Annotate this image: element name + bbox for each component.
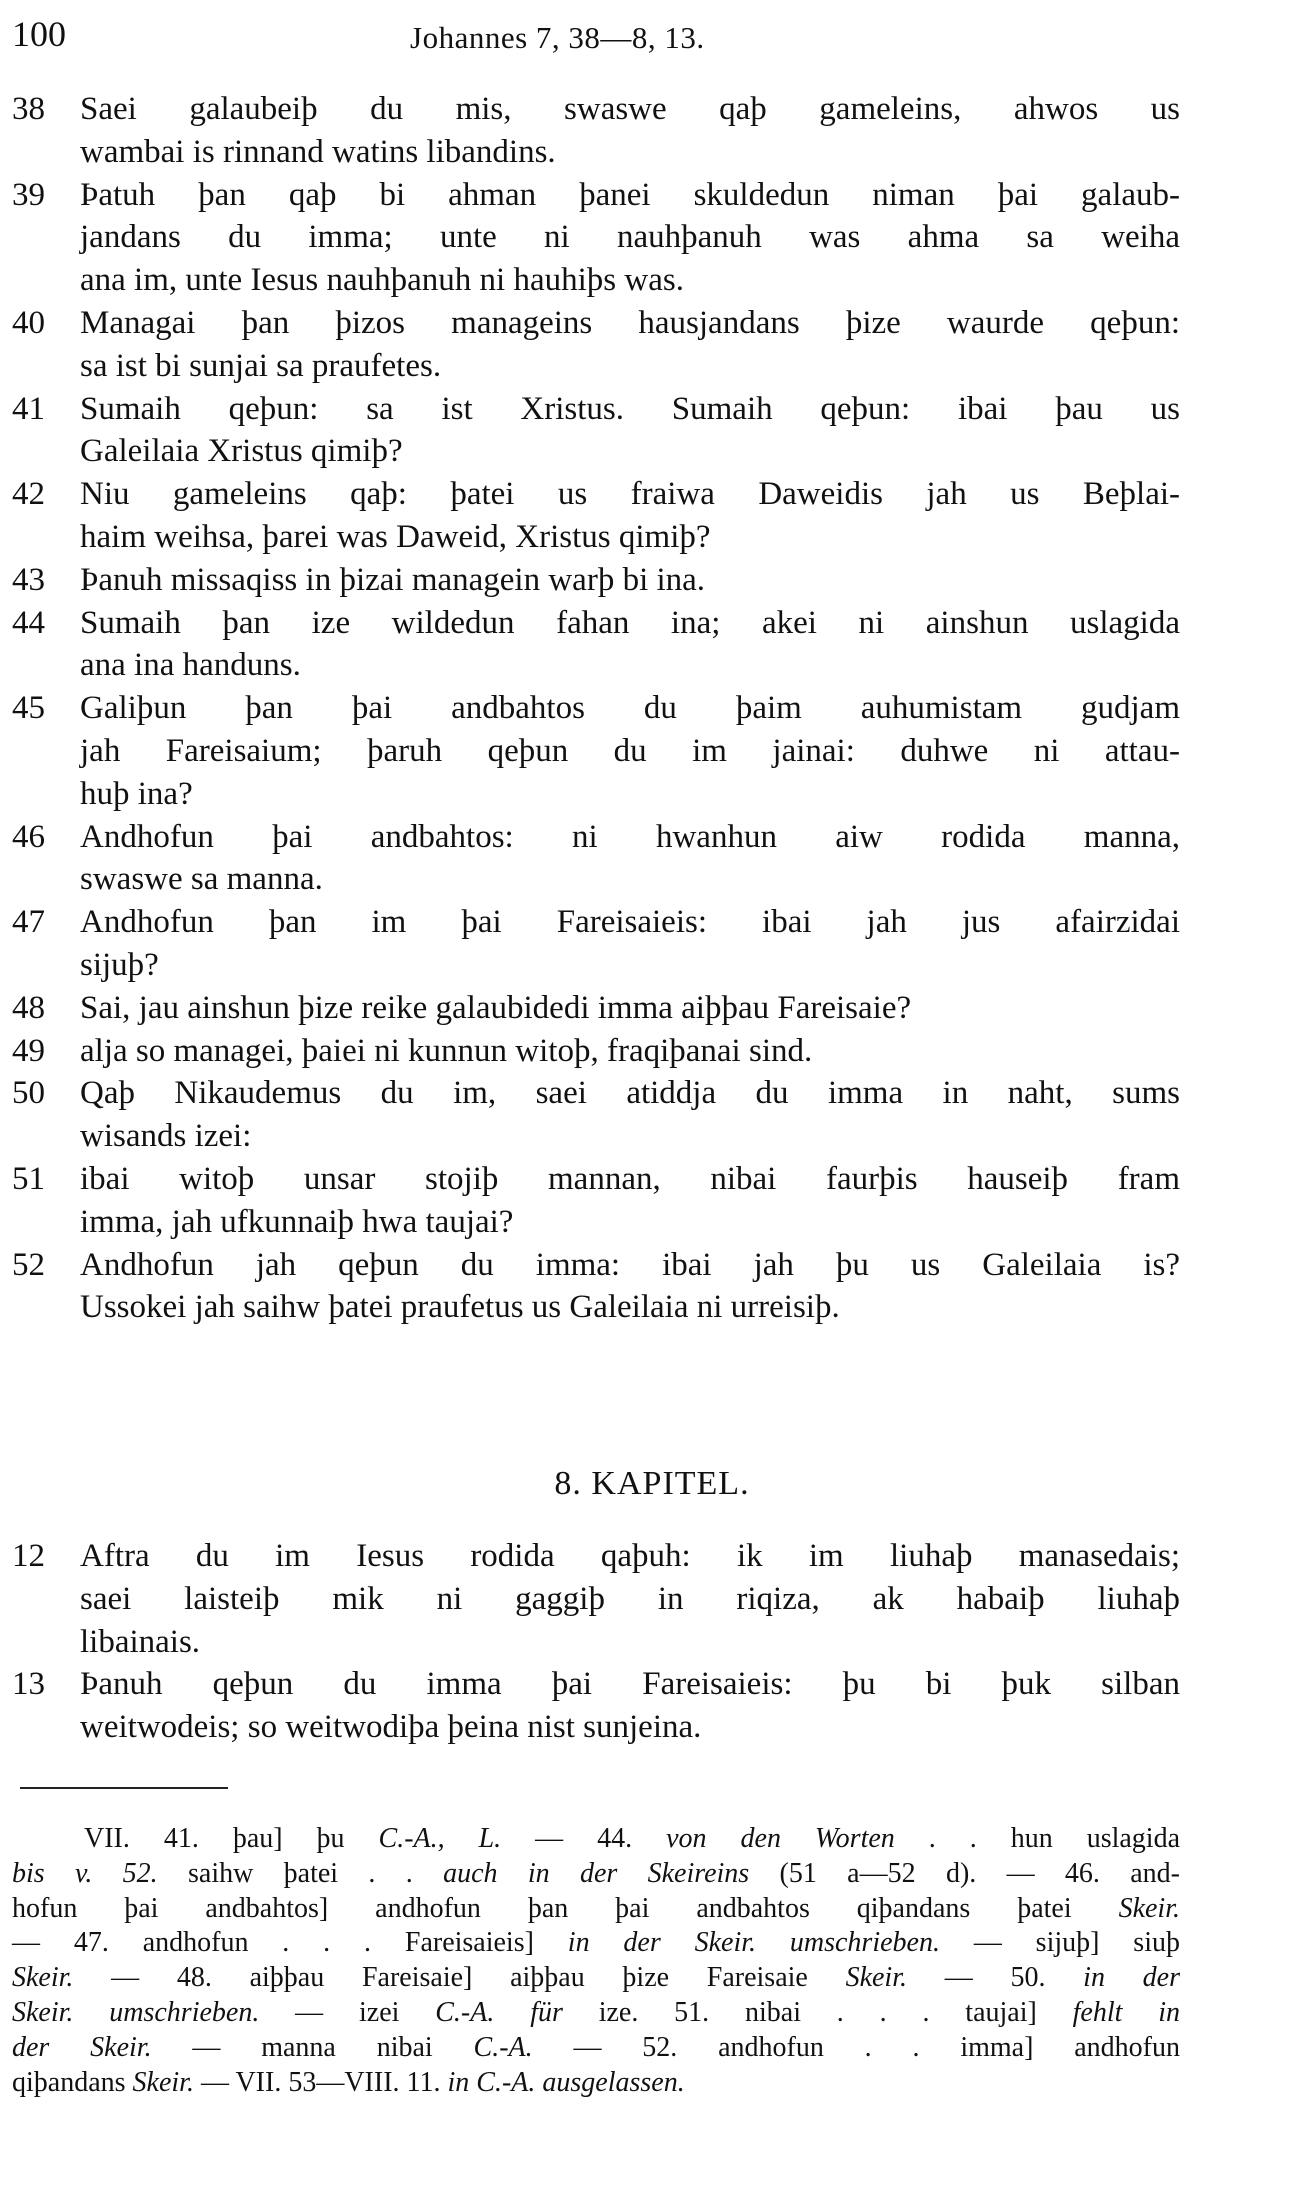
footnote-segment: — 48. aiþþau Fareisaie] aiþþau þize Fareisaie [73, 1962, 846, 1994]
footnote-segment: — 50. [907, 1962, 1084, 1994]
verse-line [0, 430, 1304, 473]
verse-number: 39 [12, 176, 45, 213]
verse-text: Andhofun þan im þai Fareisaieis: ibai jah jus afairzidai [80, 904, 1180, 941]
verse-line [0, 602, 1304, 645]
verse-line [0, 1706, 1304, 1749]
verse-text: jah Fareisaium; þaruh qeþun du im jainai: duhwe ni attau- [80, 733, 1180, 769]
verse-line [0, 559, 1304, 602]
verse-text: Sumaih þan ize wildedun fahan ina; akei ni ainshun uslagida [80, 604, 1180, 641]
footnote-segment: (51 a—52 d). — 46. and- [749, 1857, 1180, 1889]
footnote-line [12, 1961, 1180, 1996]
verse-text: Managai þan þizos manageins hausjandans þize waurde qeþun: [80, 305, 1180, 341]
verse-text: Ussokei jah saihw þatei praufetus us Galeilaia ni urreisiþ. [80, 1289, 840, 1326]
verse-line [0, 473, 1304, 516]
verse-line [0, 1286, 1304, 1329]
footnote-segment: . . hun uslagida [894, 1823, 1181, 1854]
verse-text: Sumaih qeþun: sa ist Xristus. Sumaih qeþun: ibai þau us [80, 390, 1180, 427]
verse-number: 12 [12, 1538, 45, 1574]
verse-line [0, 1201, 1304, 1244]
footnote-italic: C.-A. ausgelassen. [476, 2066, 685, 2098]
verse-text: Þanuh qeþun du imma þai Fareisaieis: þu bi þuk silban [80, 1666, 1180, 1703]
verse-line [0, 730, 1304, 773]
footnote-italic: von den Worten [666, 1823, 895, 1854]
verse-text: swaswe sa manna. [80, 861, 323, 898]
verse-number: 41 [12, 390, 45, 427]
footnote-line [12, 1822, 1180, 1857]
verse-text: Þanuh missaqiss in þizai managein warþ bi ina. [80, 561, 706, 598]
footnote-segment: hofun þai andbahtos] andhofun þan þai andbahtos qiþandans þatei [12, 1892, 1119, 1924]
footnote-segment: — VII. 53—VIII. 11. [193, 2066, 448, 2098]
running-title: Johannes 7, 38—8, 13. [410, 20, 705, 55]
footnote-text [12, 1926, 1180, 1961]
footnote-line [12, 1892, 1180, 1927]
verse-line [0, 516, 1304, 559]
footnote-italic: Skeir. [12, 1962, 74, 1994]
footnote-text [12, 2031, 1180, 2066]
footnote-italic: fehlt in [1072, 1997, 1181, 2028]
verse-number: 49 [12, 1032, 45, 1069]
verse-line [0, 1244, 1304, 1287]
verse-text: weitwodeis; so weitwodiþa þeina nist sunjeina. [80, 1709, 702, 1746]
chapter-heading: 8. KAPITEL. [554, 1465, 750, 1502]
verse-line [0, 174, 1304, 217]
footnote-segment [494, 1997, 530, 2028]
verse-text: alja so managei, þaiei ni kunnun witoþ, fraqiþanai sind. [80, 1032, 813, 1069]
verse-text: libainais. [80, 1623, 201, 1660]
verse-number: 50 [12, 1075, 45, 1112]
verse-text: ana ina handuns. [80, 647, 301, 684]
verse-text: huþ ina? [80, 775, 193, 812]
footnote-italic: in [447, 2066, 470, 2098]
verse-text: sa ist bi sunjai sa praufetes. [80, 347, 442, 384]
verse-line [0, 687, 1304, 730]
verse-text: wisands izei: [80, 1118, 252, 1155]
verse-line [0, 302, 1304, 345]
verse-text: Sai, jau ainshun þize reike galaubidedi imma aiþþau Fareisaie? [80, 989, 912, 1026]
footnote-italic: Skeir. umschrieben. [12, 1997, 260, 2028]
footnote-text [12, 1961, 1180, 1996]
verse-line [0, 388, 1304, 431]
footnote-text [12, 1822, 1180, 1857]
footnote-text [12, 1857, 1180, 1892]
verse-number: 47 [12, 904, 45, 941]
footnote-italic: für [530, 1997, 563, 2028]
footnote-italic: C.-A. [473, 2031, 533, 2063]
verse-text: Andhofun þai andbahtos: ni hwanhun aiw rodida manna, [80, 818, 1180, 855]
footnote-segment: — sijuþ] siuþ [939, 1927, 1180, 1959]
verse-text: sijuþ? [80, 947, 159, 983]
footnote-segment: — izei [259, 1997, 436, 2028]
footnote-italic: Skeir. [1118, 1892, 1180, 1924]
verse-text: Niu gameleins qaþ: þatei us fraiwa Daweidis jah us Beþlai- [80, 476, 1180, 513]
page-number: 100 [12, 14, 66, 54]
verse-number: 42 [12, 476, 45, 513]
verse-number: 45 [12, 690, 45, 727]
verse-number: 52 [12, 1246, 45, 1283]
verse-line [0, 88, 1304, 131]
verse-number: 40 [12, 305, 45, 341]
verse-text: Saei galaubeiþ du mis, swaswe qaþ gameleins, ahwos us [80, 91, 1180, 127]
footnote-line [12, 2066, 1180, 2101]
footnote-italic: in der Skeir. umschrieben. [567, 1927, 940, 1959]
verse-line [0, 773, 1304, 816]
verse-line [0, 1030, 1304, 1073]
footnote-segment: — 47. andhofun . . . Fareisaieis] [12, 1927, 568, 1959]
verse-line [0, 987, 1304, 1030]
verse-text: Aftra du im Iesus rodida qaþuh: ik im liuhaþ manasedais; [80, 1538, 1180, 1574]
footnote-rule [20, 1787, 228, 1789]
footnote-segment: — manna nibai [151, 2031, 474, 2063]
footnote-italic: Skeir. [845, 1962, 907, 1994]
footnote-text [12, 1996, 1180, 2031]
footnote-italic: C.-A. [435, 1997, 495, 2028]
footnote-text [12, 1892, 1180, 1927]
verse-text: saei laisteiþ mik ni gaggiþ in riqiza, ak habaiþ liuhaþ [80, 1580, 1180, 1617]
verse-line [0, 901, 1304, 944]
footnote-segment: VII. 41. þau] þu [84, 1823, 379, 1854]
footnote-segment: — 52. andhofun . . imma] andhofun [532, 2031, 1180, 2063]
verse-text: Qaþ Nikaudemus du im, saei atiddja du imma in naht, sums [80, 1075, 1180, 1112]
verse-number: 43 [12, 561, 45, 598]
verse-line [0, 816, 1304, 859]
verse-number: 38 [12, 91, 45, 127]
verse-line [0, 345, 1304, 388]
verse-text: Andhofun jah qeþun du imma: ibai jah þu us Galeilaia is? [80, 1246, 1180, 1283]
footnote-italic: bis v. 52. [12, 1857, 158, 1889]
footnote-line [12, 2031, 1180, 2066]
verse-number: 46 [12, 818, 45, 855]
verse-line [0, 1578, 1304, 1621]
footnote-italic: C.-A., L. [378, 1823, 502, 1854]
verse-line [0, 259, 1304, 302]
verse-line [0, 1535, 1304, 1578]
verse-text: haim weihsa, þarei was Daweid, Xristus qimiþ? [80, 519, 711, 555]
verse-line [0, 944, 1304, 987]
verse-line [0, 1158, 1304, 1201]
verse-number: 13 [12, 1666, 45, 1703]
verse-text: Galiþun þan þai andbahtos du þaim auhumistam gudjam [80, 690, 1180, 727]
verse-number: 48 [12, 989, 45, 1026]
footnote-italic: der Skeir. [12, 2031, 152, 2063]
footnote-segment: qiþandans [12, 2066, 133, 2098]
verse-line [0, 644, 1304, 687]
verse-text: Galeilaia Xristus qimiþ? [80, 433, 403, 470]
footnote-italic: Skeir. [132, 2066, 194, 2098]
verse-text: ana im, unte Iesus nauhþanuh ni hauhiþs was. [80, 262, 684, 299]
footnote-line [12, 1926, 1180, 1961]
footnote-segment: ize. 51. nibai . . . taujai] [562, 1997, 1073, 2028]
verse-text: wambai is rinnand watins libandins. [80, 133, 556, 170]
verse-line [0, 858, 1304, 901]
verse-number: 51 [12, 1161, 45, 1197]
verse-line [0, 1621, 1304, 1664]
verse-text: Þatuh þan qaþ bi ahman þanei skuldedun niman þai galaub- [80, 176, 1180, 213]
footnote-text [12, 2066, 1180, 2101]
footnote-segment: saihw þatei . . [157, 1857, 444, 1889]
verse-text: jandans du imma; unte ni nauhþanuh was ahma sa weiha [80, 219, 1180, 256]
verse-line [0, 1663, 1304, 1706]
verse-text: ibai witoþ unsar stojiþ mannan, nibai faurþis hauseiþ fram [80, 1161, 1180, 1197]
footnote-segment: — 44. [501, 1823, 667, 1854]
verse-line [0, 131, 1304, 174]
footnote-italic: in der [1083, 1962, 1180, 1994]
verse-text: imma, jah ufkunnaiþ hwa taujai? [80, 1203, 514, 1240]
verse-number: 44 [12, 604, 45, 641]
verse-line [0, 216, 1304, 259]
verse-line [0, 1115, 1304, 1158]
footnote-line [12, 1857, 1180, 1892]
verse-line [0, 1072, 1304, 1115]
footnote-italic: auch in der Skeireins [443, 1857, 750, 1889]
footnote-line [12, 1996, 1180, 2031]
